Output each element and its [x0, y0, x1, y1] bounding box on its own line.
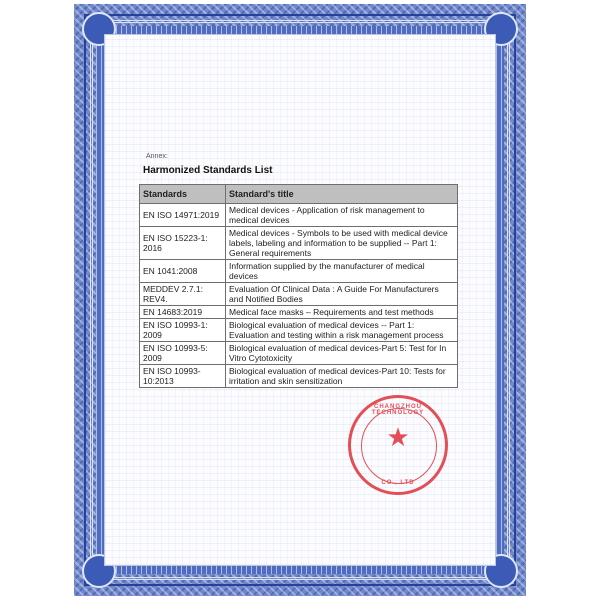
table-row [140, 319, 458, 342]
company-seal [348, 395, 448, 495]
title-cell: Medical devices - Application of risk management to medical devices [226, 204, 458, 227]
annex-label: Annex: [146, 153, 168, 160]
page-title: Harmonized Standards List [143, 165, 273, 176]
table-row [140, 342, 458, 365]
table-header-row [140, 185, 458, 204]
table-row [140, 204, 458, 227]
title-cell: Medical face masks – Requirements and test methods [226, 306, 458, 319]
title-cell: Evaluation Of Clinical Data : A Guide For Manufacturers and Notified Bodies [226, 283, 458, 306]
table-row [140, 260, 458, 283]
standard-cell: EN 14683:2019 [140, 306, 226, 319]
seal-top-text: CHANGZHOU TECHNOLOGY [371, 404, 425, 416]
standard-cell: EN ISO 10993-1: 2009 [140, 319, 226, 342]
seal-bottom-text: CO., LTD [381, 480, 415, 486]
table-row [140, 227, 458, 260]
standard-cell: EN ISO 10993-5: 2009 [140, 342, 226, 365]
title-cell: Biological evaluation of medical devices -- Part 1: Evaluation and testing within a risk management process [226, 319, 458, 342]
table-row [140, 283, 458, 306]
column-header-standards: Standards [140, 185, 226, 204]
standard-cell: MEDDEV 2.7.1: REV4. [140, 283, 226, 306]
standard-cell: EN ISO 15223-1: 2016 [140, 227, 226, 260]
table-row [140, 365, 458, 388]
column-header-title: Standard's title [226, 185, 458, 204]
title-cell: Biological evaluation of medical devices-Part 5: Test for In Vitro Cytotoxicity [226, 342, 458, 365]
standard-cell: EN 1041:2008 [140, 260, 226, 283]
table-row [140, 306, 458, 319]
standard-cell: EN ISO 10993-10:2013 [140, 365, 226, 388]
star-icon: ★ [386, 422, 410, 452]
title-cell: Biological evaluation of medical devices-Part 10: Tests for irritation and skin sensitization [226, 365, 458, 388]
standards-table [139, 184, 458, 388]
standard-cell: EN ISO 14971:2019 [140, 204, 226, 227]
title-cell: Medical devices - Symbols to be used with medical device labels, labeling and information to be supplied -- Part 1: General requirements [226, 227, 458, 260]
title-cell: Information supplied by the manufacturer of medical devices [226, 260, 458, 283]
